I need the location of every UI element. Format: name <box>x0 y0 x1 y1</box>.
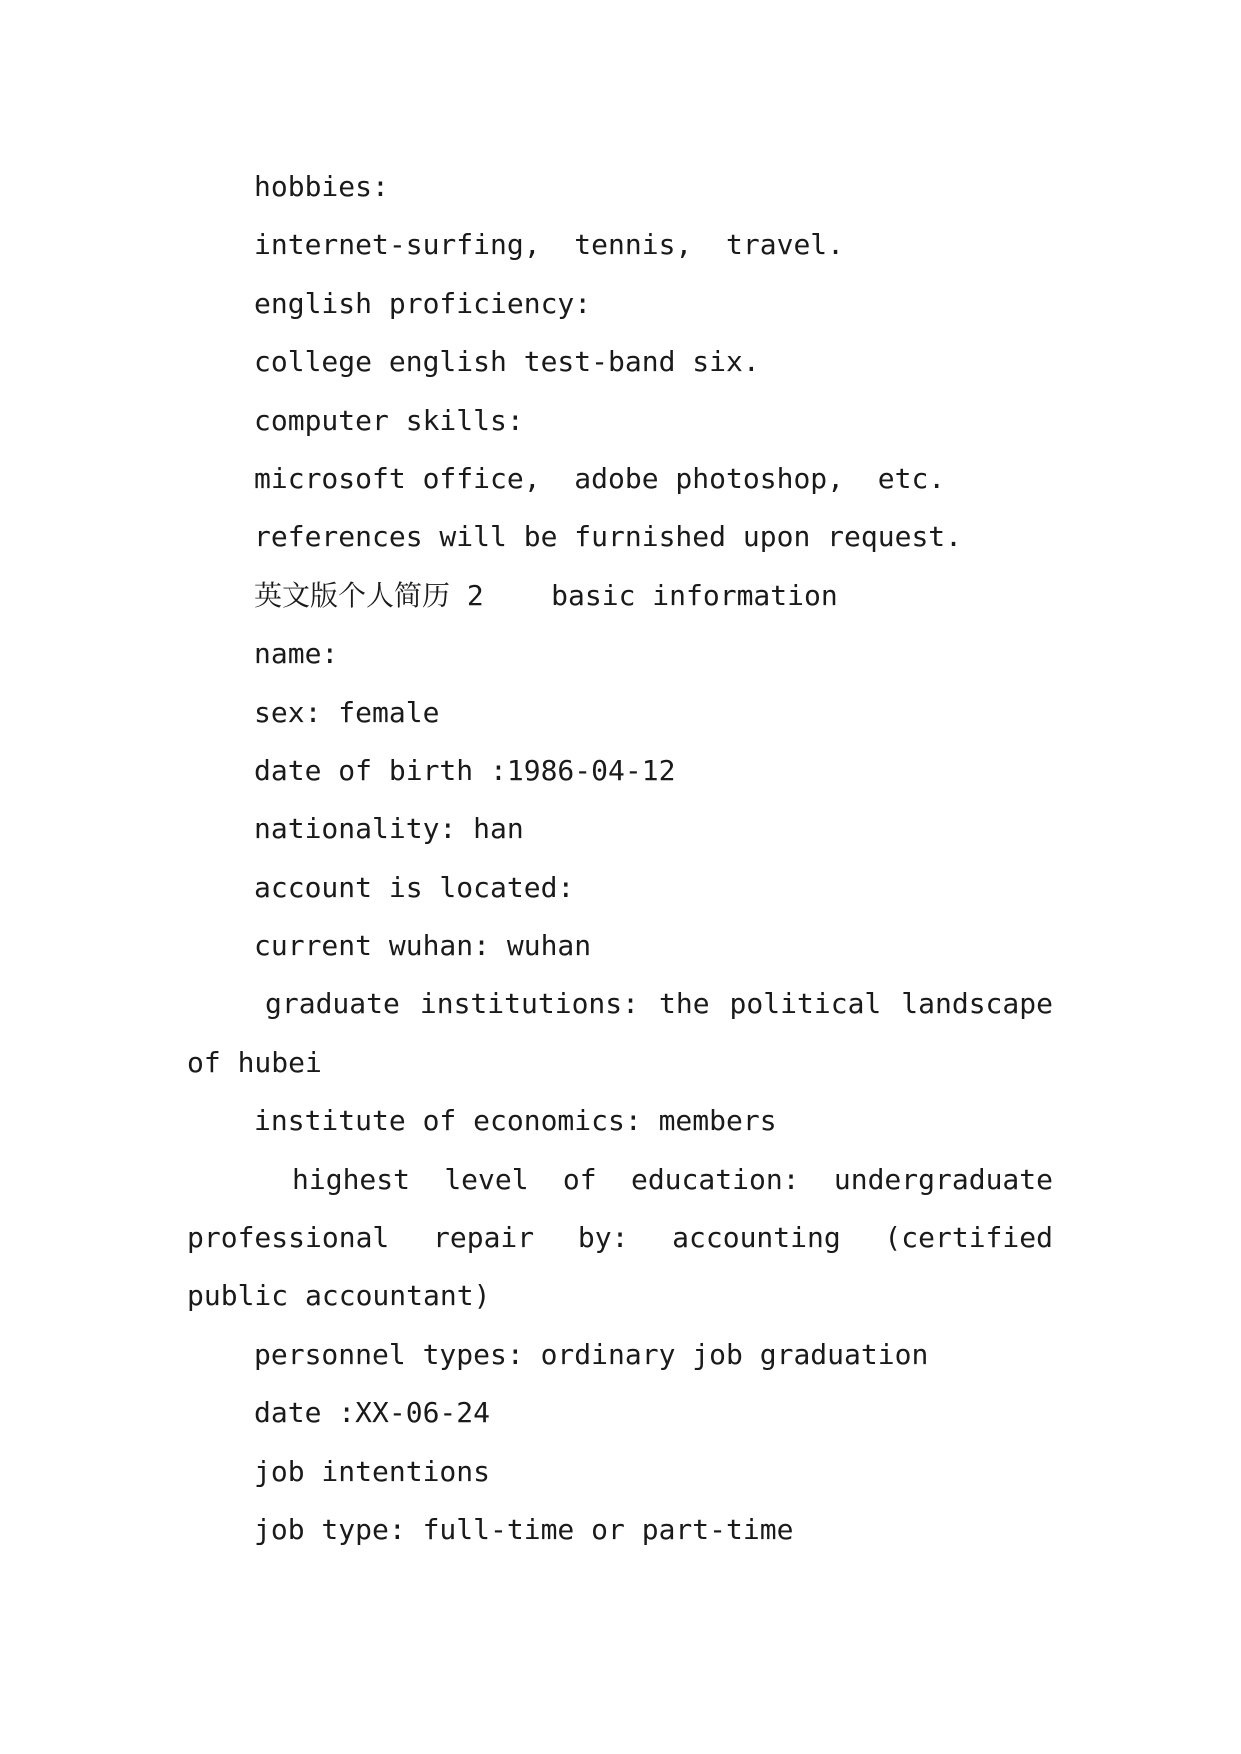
text-line-job-intentions: job intentions <box>254 1454 491 1488</box>
text-line-nationality: nationality: han <box>254 812 524 846</box>
text-line-job-type: job type: full-time or part-time <box>254 1512 794 1546</box>
text-line-institute: institute of economics: members <box>254 1104 777 1138</box>
text-line-sex: sex: female <box>254 695 440 729</box>
text-line-graduate-2: of hubei <box>187 1045 322 1079</box>
text-line-birth: date of birth :1986-04-12 <box>254 753 676 787</box>
text-line-highest-1: highest level of education: undergraduate <box>292 1162 1053 1196</box>
text-line-hobbies-heading: hobbies: <box>254 170 389 203</box>
text-line-hobbies: internet-surfing, tennis, travel. <box>254 228 845 262</box>
text-line-current: current wuhan: wuhan <box>254 929 592 963</box>
text-line-highest-2: professional repair by: accounting (certified <box>187 1221 1053 1255</box>
text-line-computer-heading: computer skills: <box>254 403 524 437</box>
text-line-references: references will be furnished upon request. <box>254 520 963 554</box>
text-line-account: account is located: <box>254 870 575 904</box>
text-line-highest-3: public accountant) <box>187 1279 491 1313</box>
text-line-name: name: <box>254 637 339 671</box>
text-line-english-heading: english proficiency: <box>254 286 592 320</box>
document-body <box>187 158 1053 1559</box>
text-line-personnel: personnel types: ordinary job graduation <box>254 1337 929 1371</box>
text-line-date: date :XX-06-24 <box>254 1396 491 1430</box>
text-line-english: college english test-band six. <box>254 345 760 379</box>
text-line-computer: microsoft office, adobe photoshop, etc. <box>254 461 946 495</box>
text-line-resume-title: 英文版个人简历 2 basic information <box>254 578 838 612</box>
text-line-graduate-1: graduate institutions: the political landscape <box>265 987 1053 1021</box>
